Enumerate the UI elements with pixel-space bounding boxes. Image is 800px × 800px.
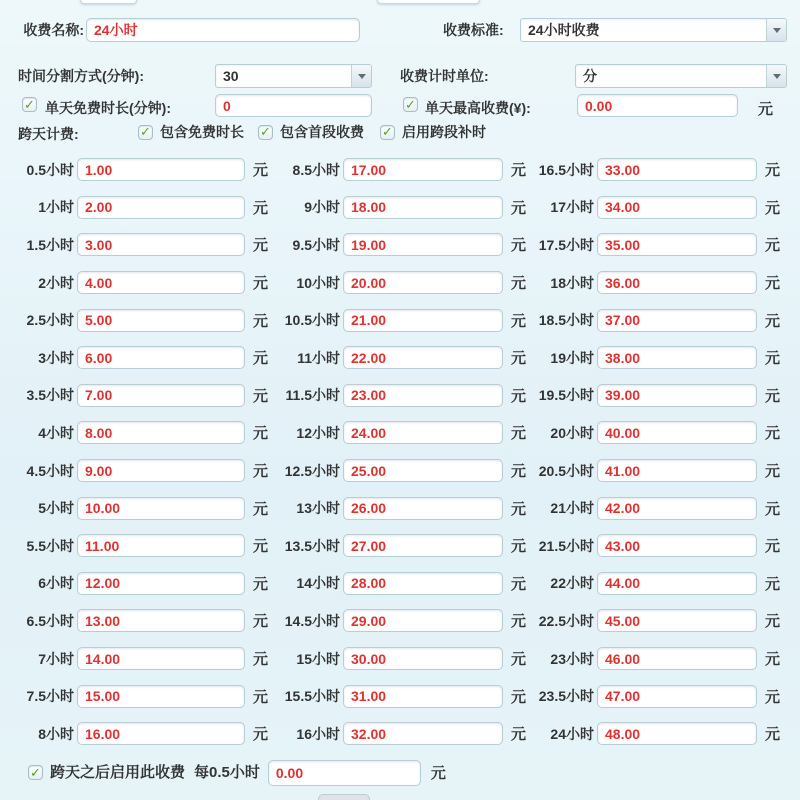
fee-amount-input[interactable]: 2.00 — [77, 196, 245, 219]
check-icon: ✓ — [405, 96, 416, 112]
fee-amount-input[interactable]: 38.00 — [597, 346, 757, 369]
fee-row — [266, 602, 526, 640]
fee-row — [520, 151, 780, 189]
fee-hours-label: 20小时 — [550, 424, 594, 441]
fee-row — [0, 264, 268, 302]
fee-hours-label: 0.5小时 — [26, 161, 74, 178]
fee-amount-input[interactable]: 4.00 — [77, 271, 245, 294]
fee-amount-input[interactable]: 40.00 — [597, 421, 757, 444]
fee-hours-label: 8小时 — [38, 725, 74, 742]
free-time-input[interactable] — [215, 94, 372, 117]
cross-day-option-include-free-time[interactable] — [138, 123, 244, 141]
fee-hours-label: 23小时 — [550, 650, 594, 667]
fee-amount-input[interactable]: 19.00 — [343, 233, 503, 256]
fee-unit-label: 元 — [253, 162, 269, 180]
footer-row — [28, 760, 446, 785]
fee-amount-input[interactable]: 10.00 — [77, 497, 245, 520]
cross-day-option-include-first-segment[interactable] — [258, 123, 364, 141]
fee-row — [520, 452, 780, 490]
fee-unit-label: 元 — [765, 688, 781, 706]
fee-hours-label: 5小时 — [38, 500, 74, 517]
fee-row — [266, 715, 526, 753]
fee-row — [266, 301, 526, 339]
fee-unit-label: 元 — [253, 199, 269, 217]
fee-hours-label: 10小时 — [296, 274, 340, 291]
fee-row — [266, 189, 526, 227]
fee-unit-label: 元 — [511, 199, 527, 217]
fee-row — [520, 602, 780, 640]
cropped-input-top-right — [377, 0, 480, 4]
fee-unit-label: 元 — [765, 463, 781, 481]
fee-amount-input[interactable]: 42.00 — [597, 497, 757, 520]
fee-unit-label: 元 — [765, 613, 781, 631]
fee-amount-input[interactable]: 7.00 — [77, 384, 245, 407]
fee-name-input[interactable] — [86, 18, 360, 42]
fee-hours-label: 6小时 — [38, 575, 74, 592]
fee-hours-label: 1.5小时 — [26, 236, 74, 253]
fee-hours-label: 17.5小时 — [538, 236, 594, 253]
fee-hours-label: 17小时 — [550, 199, 594, 216]
cross-day-enable-fee-checkbox[interactable] — [28, 765, 43, 780]
fee-hours-label: 21小时 — [550, 500, 594, 517]
fee-unit-label: 元 — [765, 199, 781, 217]
fee-grid-column-3 — [520, 151, 780, 753]
fee-unit-label: 元 — [253, 387, 269, 405]
fee-hours-label: 23.5小时 — [538, 688, 594, 705]
fee-row — [520, 189, 780, 227]
fee-hours-label: 21.5小时 — [538, 537, 594, 554]
time-split-label: 时间分割方式(分钟): — [18, 68, 144, 84]
fee-hours-label: 8.5小时 — [292, 161, 340, 178]
fee-hours-label: 7小时 — [38, 650, 74, 667]
fee-row — [0, 189, 268, 227]
fee-row — [520, 339, 780, 377]
fee-row — [520, 565, 780, 603]
fee-row — [0, 527, 268, 565]
fee-unit-label: 元 — [253, 613, 269, 631]
fee-row — [0, 565, 268, 603]
max-fee-label: 单天最高收费(¥): — [425, 100, 531, 116]
fee-amount-input[interactable]: 1.00 — [77, 158, 245, 181]
fee-row — [266, 452, 526, 490]
fee-amount-input[interactable]: 28.00 — [343, 572, 503, 595]
fee-amount-input[interactable]: 45.00 — [597, 609, 757, 632]
fee-unit-label: 元 — [253, 463, 269, 481]
cropped-input-top-left — [80, 0, 137, 4]
fee-row — [266, 226, 526, 264]
fee-unit-label: 元 — [511, 613, 527, 631]
fee-hours-label: 3.5小时 — [26, 387, 74, 404]
fee-amount-input[interactable]: 30.00 — [343, 647, 503, 670]
fee-hours-label: 9.5小时 — [292, 236, 340, 253]
max-fee-unit-label: 元 — [758, 101, 774, 118]
fee-hours-label: 1小时 — [38, 199, 74, 216]
fee-row — [266, 489, 526, 527]
fee-amount-input[interactable]: 34.00 — [597, 196, 757, 219]
fee-amount-input[interactable]: 31.00 — [343, 685, 503, 708]
include-first-segment-checkbox[interactable] — [258, 125, 273, 140]
fee-standard-label: 收费标准: — [443, 22, 504, 38]
fee-name-value: 24小时 — [94, 22, 138, 38]
fee-hours-label: 4小时 — [38, 424, 74, 441]
fee-row — [266, 565, 526, 603]
fee-hours-label: 13.5小时 — [284, 537, 340, 554]
fee-unit-label: 元 — [253, 500, 269, 518]
fee-row — [0, 677, 268, 715]
fee-amount-input[interactable]: 47.00 — [597, 685, 757, 708]
fee-hours-label: 16小时 — [296, 725, 340, 742]
fee-row — [266, 527, 526, 565]
fee-row — [0, 226, 268, 264]
fee-hours-label: 18.5小时 — [538, 312, 594, 329]
fee-unit-label: 元 — [253, 350, 269, 368]
fee-row — [520, 489, 780, 527]
fee-hours-label: 13小时 — [296, 500, 340, 517]
fee-amount-input[interactable]: 46.00 — [597, 647, 757, 670]
fee-unit-label: 元 — [765, 387, 781, 405]
fee-row — [0, 489, 268, 527]
fee-amount-input[interactable]: 20.00 — [343, 271, 503, 294]
fee-amount-input[interactable]: 43.00 — [597, 534, 757, 557]
fee-unit-label: 元 — [253, 538, 269, 556]
fee-unit-label: 元 — [253, 651, 269, 669]
cross-day-fee-input[interactable] — [268, 760, 421, 786]
fee-unit-label: 元 — [253, 575, 269, 593]
fee-hours-label: 11小时 — [297, 349, 340, 366]
fee-row — [266, 677, 526, 715]
free-time-label: 单天免费时长(分钟): — [45, 100, 171, 116]
fee-row — [520, 377, 780, 415]
fee-unit-label: 元 — [765, 575, 781, 593]
fee-amount-input[interactable]: 44.00 — [597, 572, 757, 595]
fee-amount-input[interactable]: 26.00 — [343, 497, 503, 520]
chevron-down-icon[interactable] — [766, 65, 786, 87]
fee-amount-input[interactable]: 21.00 — [343, 309, 503, 332]
fee-unit-label: 元 — [511, 237, 527, 255]
fee-row — [0, 452, 268, 490]
fee-hours-label: 4.5小时 — [26, 462, 74, 479]
fee-row — [0, 715, 268, 753]
fee-unit-label: 元 — [253, 237, 269, 255]
fee-row — [266, 339, 526, 377]
time-unit-label: 收费计时单位: — [400, 68, 489, 84]
fee-hours-label: 2.5小时 — [26, 312, 74, 329]
fee-row — [520, 264, 780, 302]
fee-row — [0, 640, 268, 678]
fee-amount-input[interactable]: 5.00 — [77, 309, 245, 332]
fee-row — [0, 602, 268, 640]
check-icon: ✓ — [24, 96, 35, 112]
fee-hours-label: 24小时 — [550, 725, 594, 742]
fee-amount-input[interactable]: 6.00 — [77, 346, 245, 369]
fee-amount-input[interactable]: 15.00 — [77, 685, 245, 708]
fee-hours-label: 20.5小时 — [538, 462, 594, 479]
fee-unit-label: 元 — [765, 651, 781, 669]
fee-amount-input[interactable]: 12.00 — [77, 572, 245, 595]
fee-hours-label: 6.5小时 — [26, 612, 74, 629]
fee-amount-input[interactable]: 16.00 — [77, 722, 245, 745]
fee-amount-input[interactable]: 27.00 — [343, 534, 503, 557]
fee-unit-label: 元 — [511, 651, 527, 669]
check-icon: ✓ — [260, 124, 271, 139]
enable-segment-makeup-checkbox[interactable] — [380, 125, 395, 140]
cross-day-enable-fee-label: 跨天之后启用此收费 — [50, 763, 186, 781]
fee-hours-label: 14.5小时 — [284, 612, 340, 629]
fee-unit-label: 元 — [253, 688, 269, 706]
fee-amount-input[interactable]: 13.00 — [77, 609, 245, 632]
fee-amount-input[interactable]: 17.00 — [343, 158, 503, 181]
fee-unit-label: 元 — [511, 387, 527, 405]
fee-amount-input[interactable]: 37.00 — [597, 309, 757, 332]
fee-row — [520, 414, 780, 452]
time-split-value: 30 — [223, 68, 239, 84]
fee-unit-label: 元 — [765, 237, 781, 255]
fee-amount-input[interactable]: 8.00 — [77, 421, 245, 444]
chevron-down-icon[interactable] — [766, 19, 786, 41]
fee-hours-label: 7.5小时 — [26, 688, 74, 705]
fee-unit-label: 元 — [511, 538, 527, 556]
fee-hours-label: 2小时 — [38, 274, 74, 291]
time-unit-select[interactable] — [575, 64, 787, 88]
fee-hours-label: 15小时 — [296, 650, 340, 667]
check-icon: ✓ — [30, 764, 41, 780]
fee-standard-select[interactable] — [520, 18, 787, 42]
fee-unit-label: 元 — [765, 162, 781, 180]
fee-unit-label: 元 — [765, 500, 781, 518]
include-free-time-label: 包含免费时长 — [160, 124, 244, 140]
fee-unit-label: 元 — [253, 726, 269, 744]
fee-amount-input[interactable]: 22.00 — [343, 346, 503, 369]
fee-row — [0, 151, 268, 189]
fee-unit-label: 元 — [765, 312, 781, 330]
fee-hours-label: 22.5小时 — [538, 612, 594, 629]
fee-grid-column-1 — [0, 151, 268, 753]
fee-unit-label: 元 — [511, 726, 527, 744]
cropped-button-bottom — [318, 794, 370, 800]
fee-row — [0, 414, 268, 452]
fee-amount-input[interactable]: 41.00 — [597, 459, 757, 482]
fee-unit-label: 元 — [511, 500, 527, 518]
fee-amount-input[interactable]: 39.00 — [597, 384, 757, 407]
fee-hours-label: 11.5小时 — [285, 387, 340, 404]
fee-unit-label: 元 — [765, 350, 781, 368]
time-split-select[interactable] — [215, 64, 372, 88]
max-fee-input[interactable] — [577, 94, 738, 117]
max-fee-checkbox[interactable] — [403, 97, 418, 112]
fee-amount-input[interactable]: 24.00 — [343, 421, 503, 444]
fee-hours-label: 5.5小时 — [26, 537, 74, 554]
fee-unit-label: 元 — [253, 425, 269, 443]
fee-amount-input[interactable]: 33.00 — [597, 158, 757, 181]
fee-row — [520, 226, 780, 264]
cross-day-label: 跨天计费: — [18, 126, 79, 142]
fee-hours-label: 22小时 — [550, 575, 594, 592]
fee-row — [266, 640, 526, 678]
check-icon: ✓ — [382, 124, 393, 139]
fee-unit-label: 元 — [511, 425, 527, 443]
fee-row — [520, 715, 780, 753]
cross-day-option-enable-segment-makeup[interactable] — [380, 123, 486, 141]
fee-unit-label: 元 — [511, 350, 527, 368]
fee-row — [520, 677, 780, 715]
fee-unit-label: 元 — [511, 575, 527, 593]
fee-row — [520, 640, 780, 678]
fee-hours-label: 18小时 — [550, 274, 594, 291]
fee-row — [520, 527, 780, 565]
free-time-checkbox[interactable] — [22, 97, 37, 112]
fee-amount-input[interactable]: 14.00 — [77, 647, 245, 670]
fee-hours-label: 12.5小时 — [284, 462, 340, 479]
check-icon: ✓ — [140, 124, 151, 139]
fee-amount-input[interactable]: 29.00 — [343, 609, 503, 632]
fee-amount-input[interactable]: 35.00 — [597, 233, 757, 256]
cross-day-fee-value: 0.00 — [275, 764, 304, 781]
fee-unit-label: 元 — [511, 312, 527, 330]
fee-unit-label: 元 — [253, 275, 269, 293]
fee-unit-label: 元 — [765, 538, 781, 556]
fee-row — [520, 301, 780, 339]
fee-row — [0, 301, 268, 339]
fee-amount-input[interactable]: 32.00 — [343, 722, 503, 745]
fee-grid-column-2 — [266, 151, 526, 753]
fee-amount-input[interactable]: 23.00 — [343, 384, 503, 407]
fee-amount-input[interactable]: 3.00 — [77, 233, 245, 256]
fee-unit-label: 元 — [511, 463, 527, 481]
include-first-segment-label: 包含首段收费 — [280, 124, 364, 140]
fee-amount-input[interactable]: 18.00 — [343, 196, 503, 219]
fee-row — [0, 377, 268, 415]
max-fee-value: 0.00 — [585, 97, 613, 114]
fee-amount-input[interactable]: 36.00 — [597, 271, 757, 294]
fee-row — [266, 377, 526, 415]
fee-amount-input[interactable]: 11.00 — [77, 534, 245, 557]
fee-unit-label: 元 — [511, 688, 527, 706]
fee-hours-label: 3小时 — [38, 349, 74, 366]
fee-row — [266, 264, 526, 302]
per-half-hour-label: 每0.5小时 — [194, 763, 260, 781]
free-time-value: 0 — [223, 97, 231, 114]
fee-unit-label: 元 — [765, 726, 781, 744]
fee-hours-label: 15.5小时 — [284, 688, 340, 705]
fee-hours-label: 12小时 — [296, 424, 340, 441]
fee-unit-label: 元 — [765, 425, 781, 443]
fee-unit-label: 元 — [511, 162, 527, 180]
fee-unit-label: 元 — [253, 312, 269, 330]
fee-amount-input[interactable]: 9.00 — [77, 459, 245, 482]
fee-hours-label: 16.5小时 — [538, 161, 594, 178]
fee-hours-label: 9小时 — [304, 199, 340, 216]
fee-hours-label: 14小时 — [296, 575, 340, 592]
enable-segment-makeup-label: 启用跨段补时 — [402, 124, 486, 140]
fee-unit-label: 元 — [765, 275, 781, 293]
fee-row — [266, 151, 526, 189]
cross-day-fee-unit-label: 元 — [430, 765, 446, 782]
fee-unit-label: 元 — [511, 275, 527, 293]
fee-amount-input[interactable]: 25.00 — [343, 459, 503, 482]
fee-hours-label: 19小时 — [550, 349, 594, 366]
fee-standard-value: 24小时收费 — [528, 22, 600, 38]
chevron-down-icon[interactable] — [351, 65, 371, 87]
fee-row — [0, 339, 268, 377]
time-unit-value: 分 — [583, 68, 597, 84]
fee-name-label: 收费名称: — [23, 22, 84, 38]
fee-amount-input[interactable]: 48.00 — [597, 722, 757, 745]
fee-hours-label: 19.5小时 — [538, 387, 594, 404]
fee-row — [266, 414, 526, 452]
include-free-time-checkbox[interactable] — [138, 125, 153, 140]
fee-hours-label: 10.5小时 — [284, 312, 340, 329]
